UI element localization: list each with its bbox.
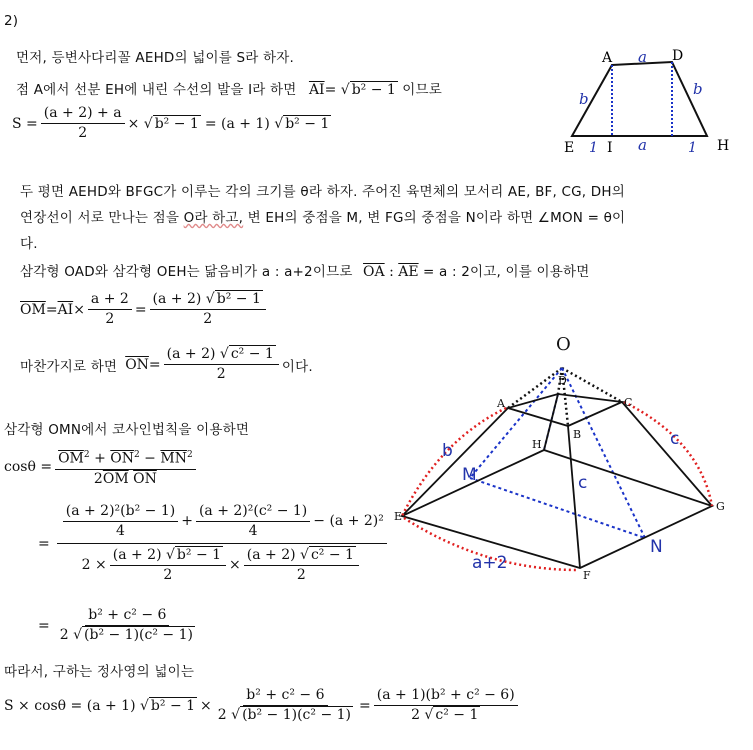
frustum-figure [390,330,750,590]
solid-label-M: M [462,465,477,485]
cos2-d-f2-num [244,546,359,566]
cos2-d-f1-num [110,546,226,566]
om-mul: × [73,301,85,318]
trap-label-A: A [602,50,613,66]
cos2-d-f2-pre: (a + 2) √ [246,547,309,563]
om-f2-num-pre: (a + 2) √ [152,291,215,307]
cos2-t1-den: 4 [116,523,125,539]
final-lrad: b² − 1 [150,698,196,714]
cos-n2: $\overline{ON}$ [110,450,134,467]
foot-radicand: b² − 1 [351,82,396,98]
cos2-eq: = [38,535,50,552]
final-r-den-pre: 2 √ [411,707,434,723]
on-num-rad: c² − 1 [230,346,274,362]
cos2-d-pre: 2 × [81,557,107,573]
om-fraction-2 [150,290,266,329]
on-den: 2 [216,366,226,382]
cos-num [55,446,196,470]
cos2-d-f1 [110,546,226,585]
cos-n1: $\overline{OM}$ [58,450,84,467]
cos3-eq: = [38,617,50,634]
on-num [164,345,279,365]
cos2-d-f2-den: 2 [296,567,306,583]
foot-line [16,78,442,98]
area-mul: × √ [127,115,153,132]
cos2-d-f1-rad: b² − 1 [176,547,222,563]
trap-label-E: E [564,140,575,156]
solid-label-D: D [558,374,567,387]
intro-text: 먼저, 등변사다리꼴 AEHD의 넓이를 S라 하자. [16,50,294,66]
om-f2-num-rad: b² − 1 [216,291,261,307]
on-seg: $\overline{ON}$ [125,356,149,373]
solid-label-A: A [497,397,505,410]
para2-part-c: 변 EH의 중점을 M, 변 FG의 중점을 N이라 하면 ∠MON = θ이 [247,210,626,226]
cos2-t2 [196,502,310,541]
final-f-num: b² + c² − 6 [243,686,327,706]
cos-minus: − [139,450,161,467]
on-formula [20,345,313,384]
cos3-den-pre: 2 √ [59,627,83,643]
cos2-numerator [57,502,387,544]
trap-label-bottom-1-left: 1 [589,140,598,156]
om-seg-om: $\overline{OM}$ [20,301,46,318]
final-f-den-rad: (b² − 1)(c² − 1) [242,707,352,723]
area-fraction [41,104,125,143]
cos2-d-mul: × [229,557,241,573]
area-radicand-1: b² − 1 [154,116,199,132]
solid-label-E: E [394,510,403,523]
trap-label-bottom-1-right: 1 [688,140,697,156]
on-pre: 마찬가지로 하면 [20,358,118,375]
om-f1-num: a + 2 [88,290,132,310]
solid-label-bottom: a+2 [472,553,508,573]
area-formula [12,104,331,143]
similarity-pre: 삼각형 OAD와 삼각형 OEH는 닮음비가 a : a+2이므로 [20,264,353,280]
cos2-t1 [63,502,178,541]
similarity-colon: : [384,264,399,280]
angle-paragraph-line3: 다. [20,236,38,252]
trap-label-left-b: b [579,90,589,108]
cos-n1-sup: 2 [83,450,90,460]
area-lhs: S = [12,115,38,132]
foot-line-pre: 점 A에서 선분 EH에 내린 수선의 발을 I라 하면 [16,82,297,98]
cos2-big-fraction [57,502,387,585]
trap-label-bottom-a: a [638,136,647,154]
foot-line-post: 이므로 [402,82,442,98]
om-seg-ai: $\overline{AI}$ [57,301,74,318]
solid-label-G: G [716,500,725,513]
area-numerator: (a + 2) + a [41,104,125,124]
area-eq: = (a + 1) √ [204,115,284,132]
cos2-tail: − (a + 2)² [313,513,384,529]
cos-d-pre: 2 [93,470,103,487]
segment-oa: $\overline{OA}$ [363,264,385,280]
final-f-den [215,706,356,725]
on-num-pre: (a + 2) √ [166,346,229,362]
trap-label-right-b: b [693,80,703,98]
para2-part-a: 연장선이 서로 만나는 점을 [20,210,180,226]
angle-paragraph-line1: 두 평면 AEHD와 BFGC가 이루는 각의 크기를 θ라 하자. 주어진 육면체의 모서리 AE, BF, CG, DH의 [20,184,625,200]
cos2-denominator [79,544,365,585]
on-fraction [164,345,279,384]
solid-label-c-right: c [670,429,680,449]
final-r-den-rad: c² − 1 [435,707,479,723]
cos2-t2-den: 4 [248,523,258,539]
om-fraction-1 [88,290,132,329]
area-denominator: 2 [78,125,88,141]
cosine-intro: 삼각형 OMN에서 코사인법칙을 이용하면 [4,422,250,438]
angle-paragraph-line2 [20,206,625,226]
final-eq: = [359,697,371,714]
trapezoid-figure [560,40,750,160]
cos-step3 [38,606,201,645]
cos-formula [4,446,199,489]
cos-den [91,470,160,489]
solid-label-N: N [650,537,663,557]
cos3-num: b² + c² − 6 [85,606,169,626]
cos2-t2-num: (a + 2)²(c² − 1) [196,502,310,522]
om-f1-den: 2 [105,311,115,327]
cos2-d-f2 [244,546,359,585]
on-eq: = [148,356,161,373]
cos2-plus: + [181,513,193,529]
cos2-d-f1-pre: (a + 2) √ [112,547,175,563]
segment-ae: $\overline{AE}$ [398,264,419,280]
final-fraction-1 [215,686,356,725]
solid-label-C: C [624,396,633,409]
on-post: 이다. [281,358,313,375]
final-f-den-pre: 2 √ [217,707,241,723]
para2-part-b: O라 하고, [183,210,244,226]
om-f2-num [150,290,266,310]
trap-label-H: H [717,138,730,154]
solid-label-F: F [583,569,591,582]
cos-d2: $\overline{ON}$ [133,470,157,487]
cos-d1: $\overline{OM}$ [102,470,129,487]
om-f2-den: 2 [203,311,213,327]
cos-n3-sup: 2 [186,450,193,460]
cos3-den-rad: (b² − 1)(c² − 1) [84,627,193,643]
cos-plus: + [89,450,111,467]
solid-label-b: b [442,441,453,461]
solid-label-B: B [573,428,582,441]
solid-label-c-mid: c [578,473,588,493]
cos-n3: $\overline{MN}$ [160,450,187,467]
trap-label-D: D [672,48,684,64]
trap-label-top-a: a [638,48,647,66]
cos-n2-sup: 2 [134,450,140,460]
problem-number: 2) [4,13,19,29]
foot-eq: = √ [324,82,350,98]
conclusion-text: 따라서, 구하는 정사영의 넓이는 [4,664,195,680]
similarity-post: = a : 2이고, 이를 이용하면 [423,264,590,280]
solid-label-H: H [532,438,542,451]
om-eq2: = [134,301,147,318]
final-fraction-2 [374,686,518,725]
final-lhs: S × cosθ = (a + 1) √ [4,697,149,714]
trap-label-I: I [607,140,613,156]
cos2-t1-num: (a + 2)²(b² − 1) [63,502,178,522]
final-r-num: (a + 1)(b² + c² − 6) [374,686,518,706]
om-eq1: = [45,301,58,318]
area-radicand-2: b² − 1 [285,116,330,132]
cos3-fraction [57,606,198,645]
final-formula [4,686,521,725]
cos-lhs: cosθ = [4,459,53,476]
cos-fraction [55,446,196,489]
final-mul: × [200,697,212,714]
cos2-d-f1-den: 2 [163,567,173,583]
solid-label-O: O [556,334,571,355]
similarity-line [20,260,589,280]
final-r-den [408,706,483,725]
cos2-d-f2-rad: c² − 1 [310,547,354,563]
cos3-den [57,626,198,645]
cos-step2 [38,502,390,585]
om-formula [20,290,269,329]
segment-ai: $\overline{AI}$ [308,82,325,98]
